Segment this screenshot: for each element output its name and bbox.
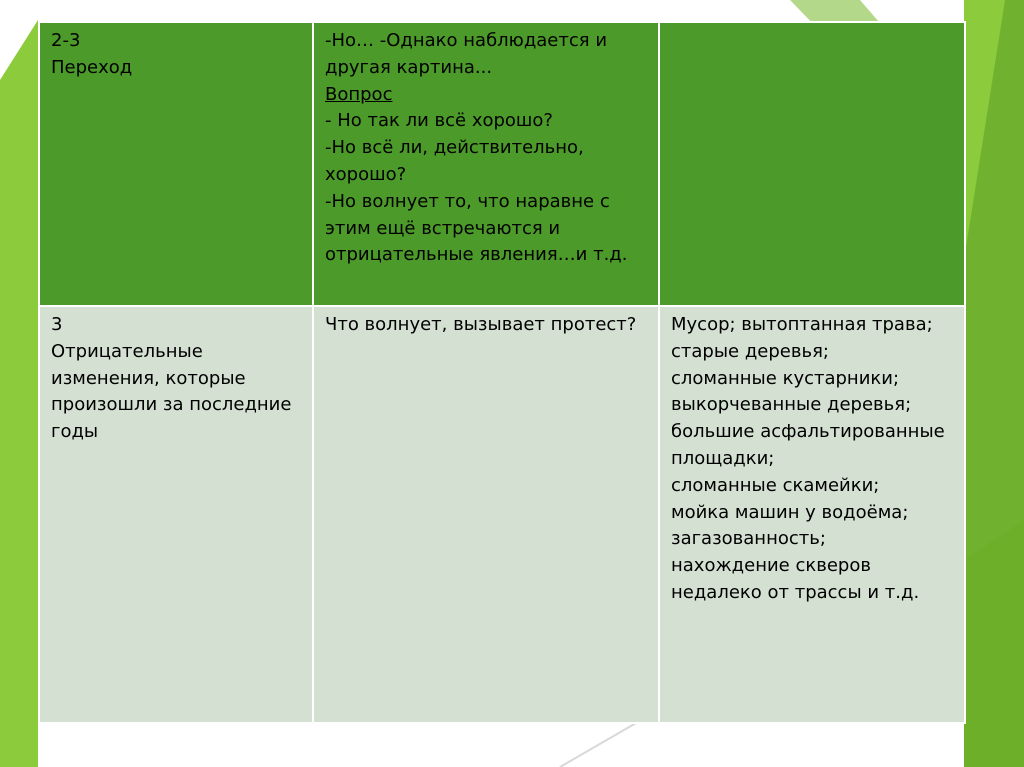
student-answer-line: сломанные скамейки; <box>671 474 880 496</box>
stage-cell-negative-changes <box>39 306 313 723</box>
student-answer-line: старые деревья; <box>671 340 829 362</box>
teacher-line: -Но… -Однако наблюдается и другая картина... <box>325 30 608 78</box>
student-answer-line: сломанные кустарники; <box>671 367 900 389</box>
green-bottom-right-strip <box>964 520 1024 767</box>
student-cell-negative-changes <box>659 306 965 723</box>
teacher-line: -Но всё ли, действительно, хорошо? <box>325 137 584 185</box>
stage-number: 2-3 <box>51 30 81 51</box>
student-answer-line: выкорчеванные деревья; <box>671 394 912 416</box>
teacher-cell-transition <box>313 22 659 306</box>
teacher-cell-negative-changes <box>313 306 659 723</box>
teacher-line: - Но так ли всё хорошо? <box>325 110 553 132</box>
table-row-negative-changes <box>39 306 965 723</box>
stage-title: Отрицательные изменения, которые произошли за последние годы <box>51 340 292 443</box>
teacher-line: -Но волнует то, что наравне с этим ещё встречаются и отрицательные явления…и т.д. <box>325 190 628 266</box>
student-cell-transition <box>659 22 965 306</box>
question-label: Вопрос <box>325 83 393 105</box>
stage-title: Переход <box>51 56 133 78</box>
stage-number: 3 <box>51 314 63 335</box>
student-answer-line: мойка машин у водоёма; <box>671 501 909 523</box>
lesson-table <box>38 21 966 724</box>
student-answer-line: большие асфальтированные площадки; <box>671 421 945 469</box>
student-answer-line: нахождение скверов недалеко от трассы и т.д. <box>671 555 920 603</box>
teacher-question: Что волнует, вызывает протест? <box>325 314 637 335</box>
table-row-transition <box>39 22 965 306</box>
student-answer-line: Мусор; вытоптанная трава; <box>671 314 933 335</box>
student-answer-line: загазованность; <box>671 528 826 550</box>
green-left-band <box>0 20 38 767</box>
stage-cell-transition <box>39 22 313 306</box>
